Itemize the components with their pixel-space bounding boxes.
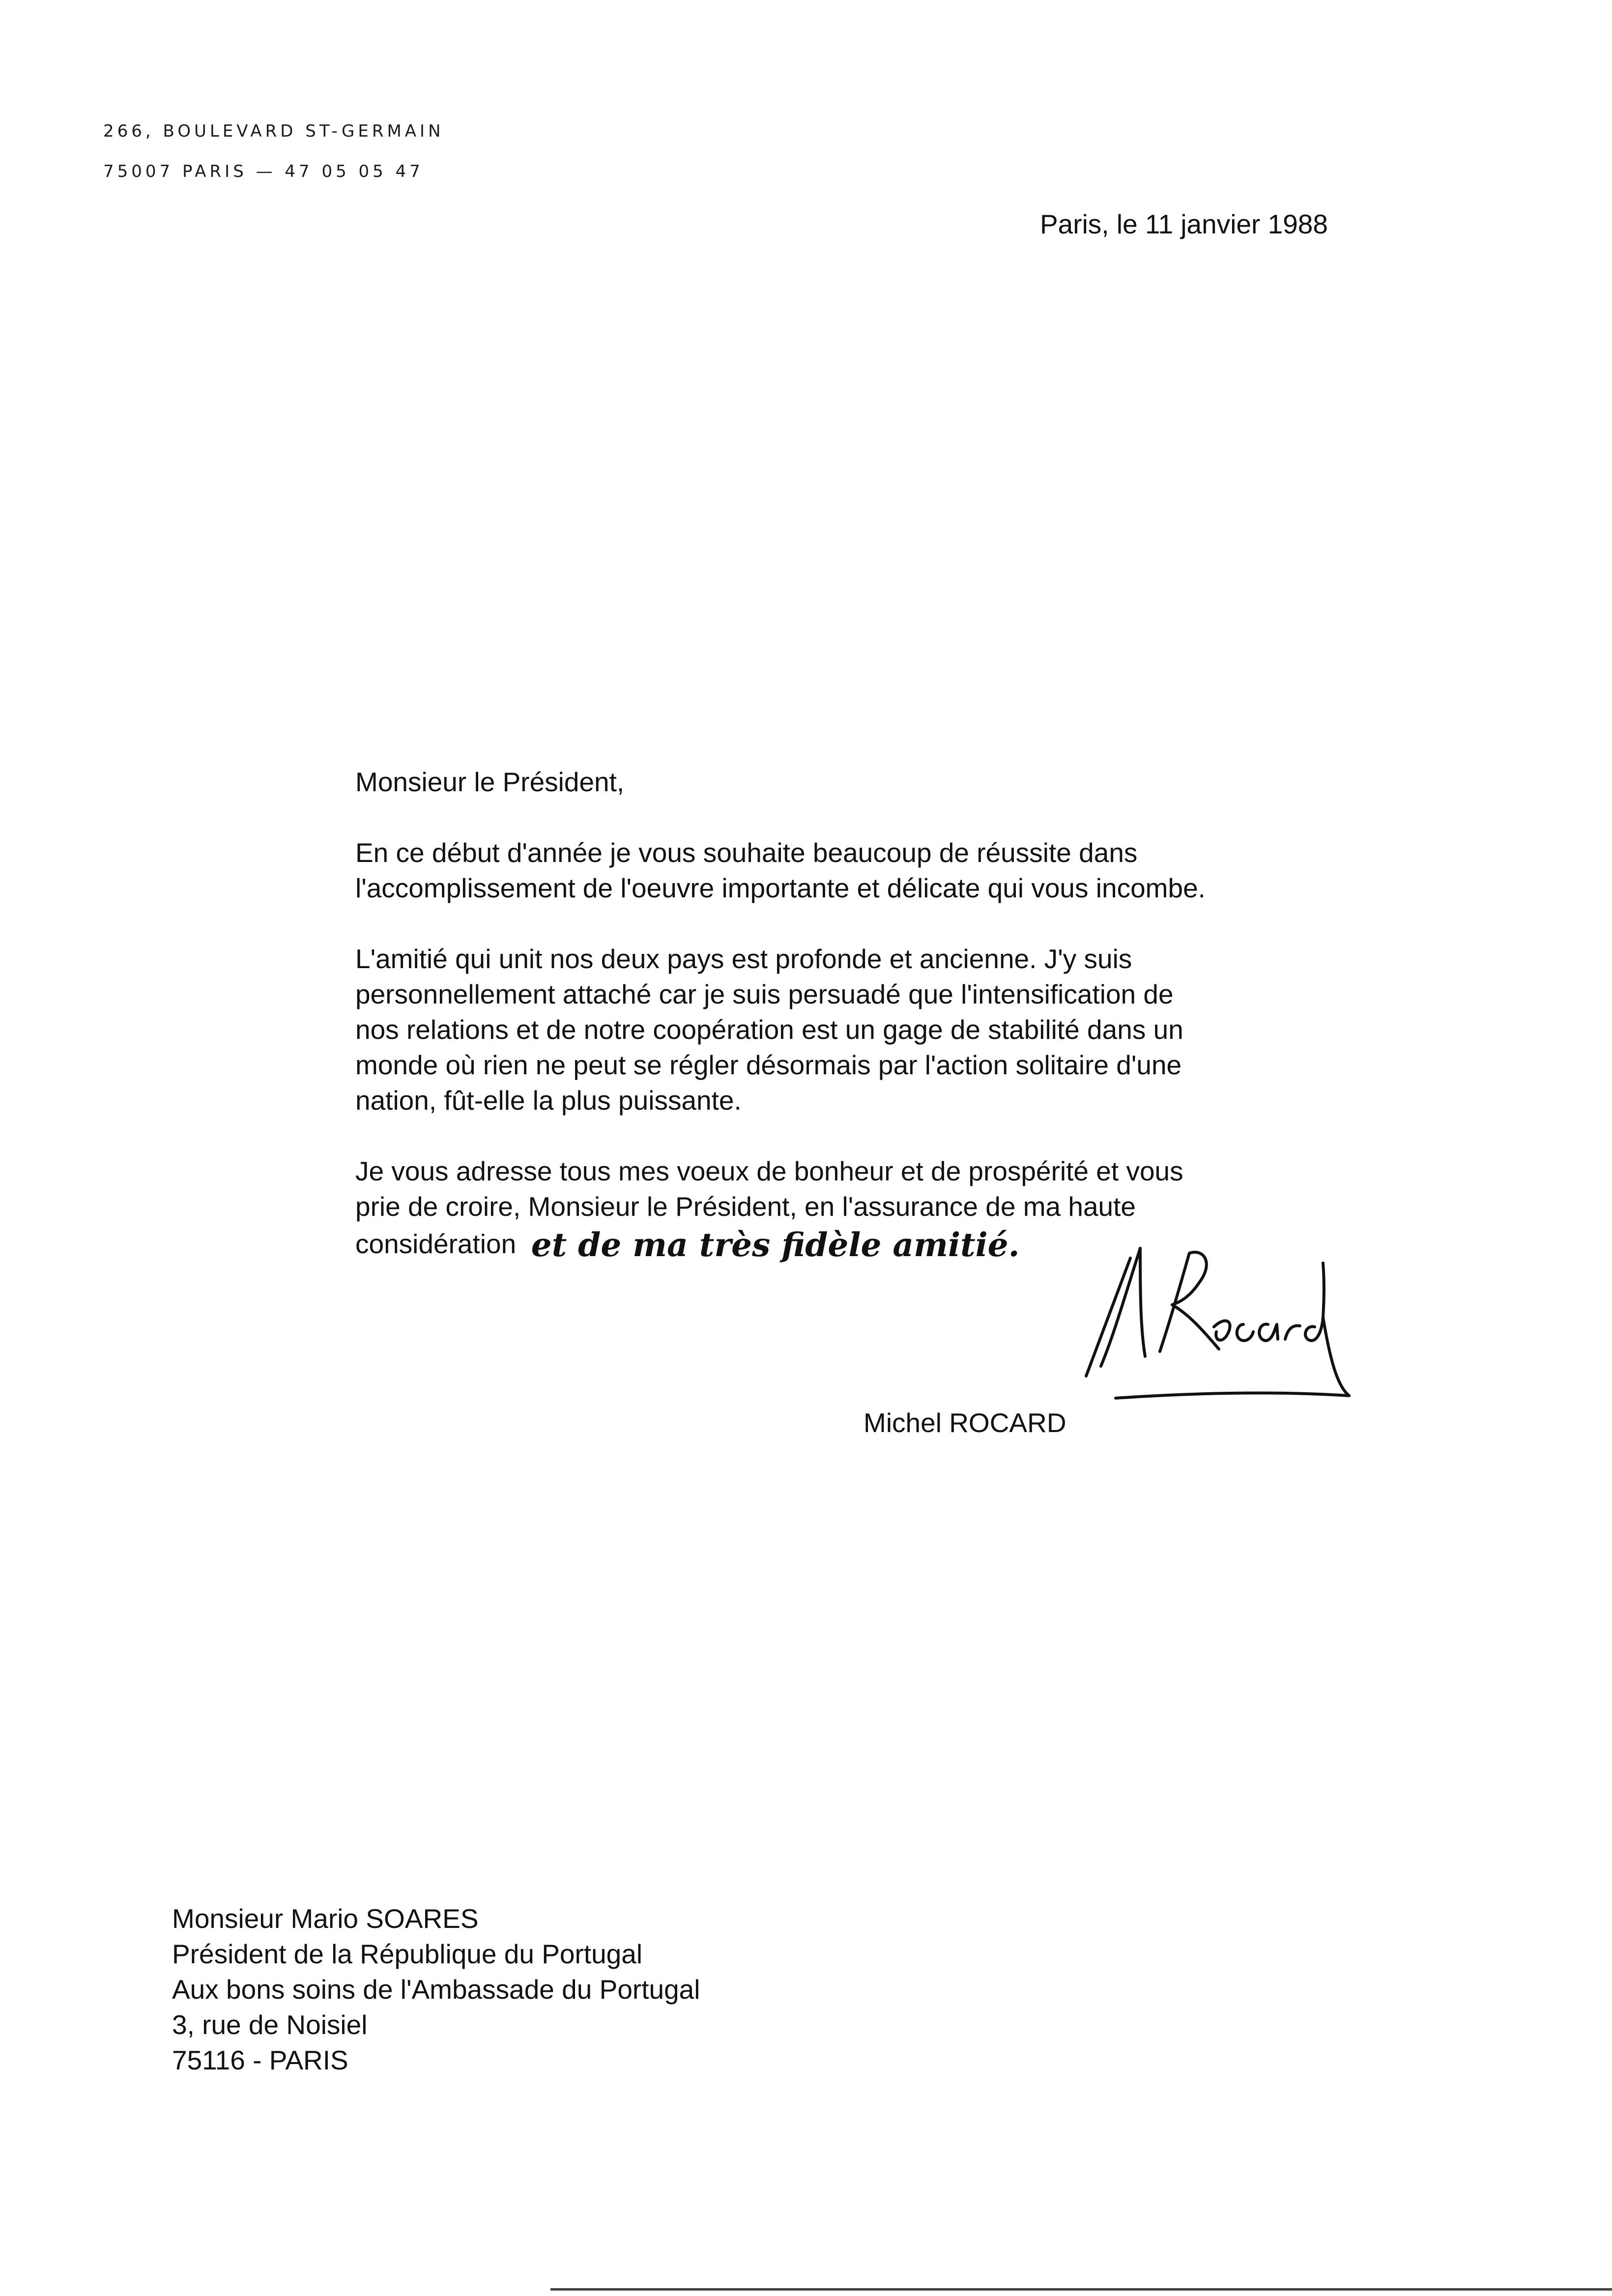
letter-body bbox=[355, 764, 1437, 1297]
letterhead-address: 266, BOULEVARD ST-GERMAIN bbox=[103, 121, 444, 141]
paragraph-line: nation, fût-elle la plus puissante. bbox=[355, 1085, 742, 1116]
paragraph-line: prie de croire, Monsieur le Président, en l'assurance de ma haute bbox=[355, 1191, 1136, 1222]
signer-name: Michel ROCARD bbox=[864, 1407, 1066, 1438]
salutation: Monsieur le Président, bbox=[355, 767, 625, 797]
paragraph-line: nos relations et de notre coopération est un gage de stabilité dans un bbox=[355, 1014, 1183, 1045]
bottom-edge-rule bbox=[550, 2288, 1612, 2291]
recipient-line: 3, rue de Noisiel bbox=[172, 2009, 368, 2040]
paragraph-line: l'accomplissement de l'oeuvre importante et délicate qui vous incombe. bbox=[355, 873, 1206, 903]
letterhead-city-phone: 75007 PARIS — 47 05 05 47 bbox=[103, 162, 424, 181]
recipient-line: Aux bons soins de l'Ambassade du Portugal bbox=[172, 1974, 700, 2005]
paragraph-line: personnellement attaché car je suis persuadé que l'intensification de bbox=[355, 979, 1174, 1009]
handwritten-signature bbox=[1066, 1229, 1352, 1415]
paragraph-line: L'amitié qui unit nos deux pays est profonde et ancienne. J'y suis bbox=[355, 944, 1132, 974]
paragraph-line: monde où rien ne peut se régler désormais par l'action solitaire d'une bbox=[355, 1050, 1182, 1080]
handwritten-closing: et de ma très fidèle amitié. bbox=[531, 1226, 1020, 1264]
recipient-line: 75116 - PARIS bbox=[172, 2045, 348, 2075]
letterhead bbox=[103, 111, 444, 192]
closing-typed: considération bbox=[355, 1229, 517, 1259]
recipient-line: Monsieur Mario SOARES bbox=[172, 1903, 479, 1934]
paragraph-1 bbox=[355, 835, 1437, 906]
paragraph-line: Je vous adresse tous mes voeux de bonheur et de prospérité et vous bbox=[355, 1156, 1183, 1186]
letter-date: Paris, le 11 janvier 1988 bbox=[1040, 209, 1328, 239]
paragraph-2 bbox=[355, 941, 1437, 1118]
paragraph-line: En ce début d'année je vous souhaite beaucoup de réussite dans bbox=[355, 837, 1138, 868]
recipient-address bbox=[172, 1901, 700, 2078]
recipient-line: Président de la République du Portugal bbox=[172, 1939, 643, 1969]
